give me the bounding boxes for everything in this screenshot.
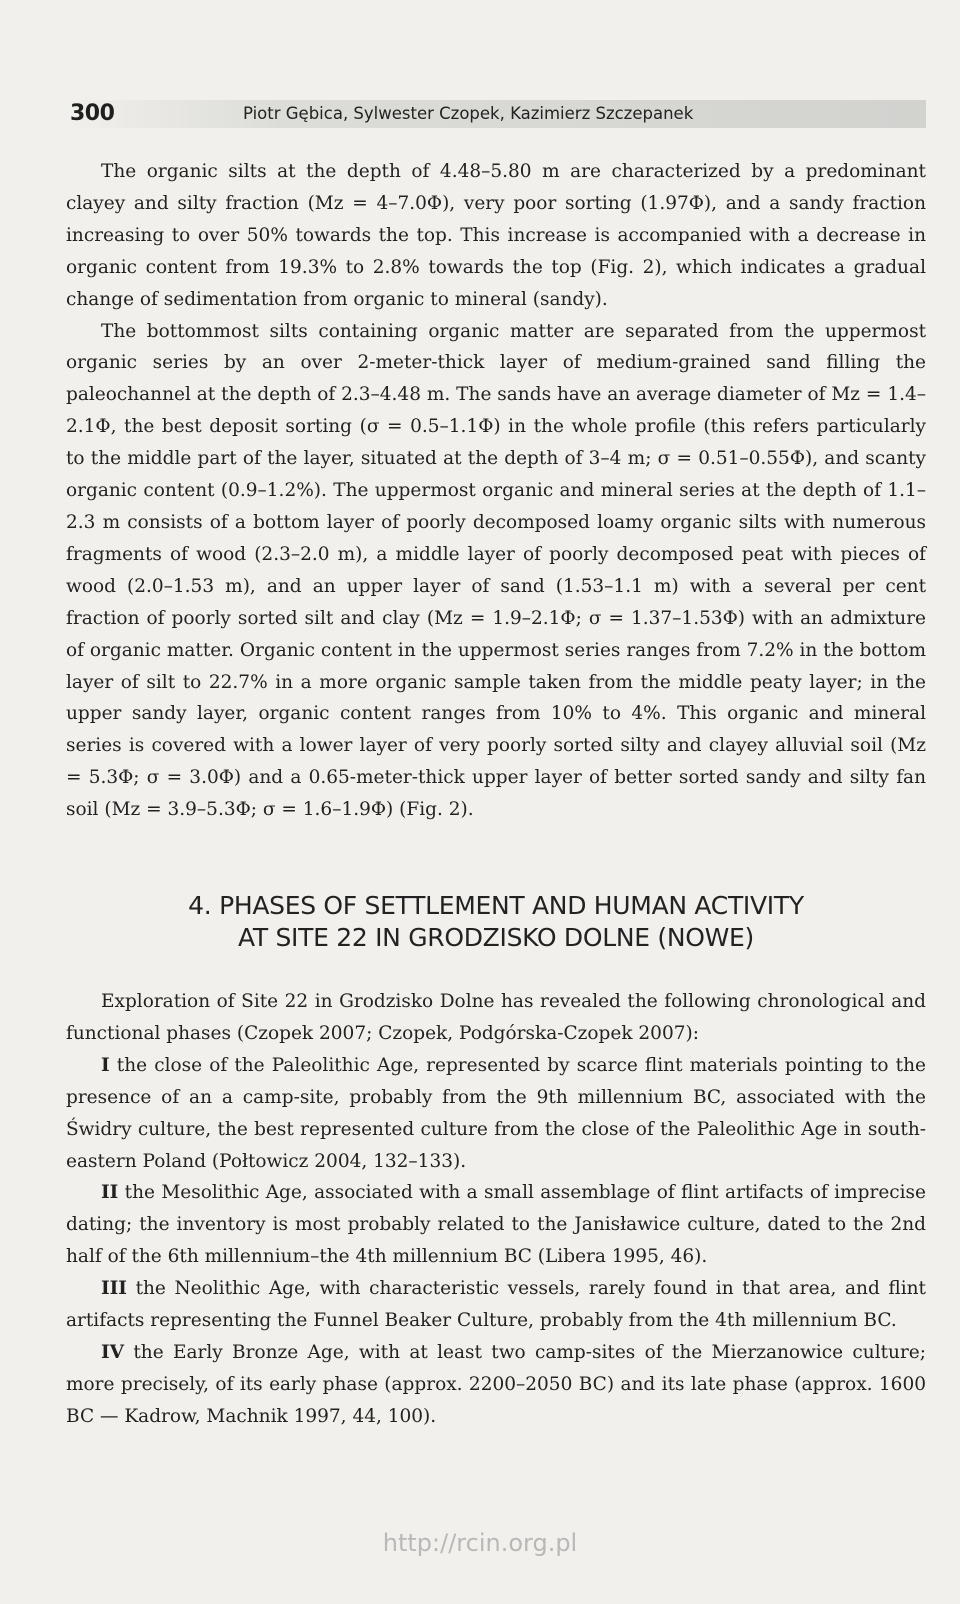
running-head (66, 100, 926, 128)
phase-numeral: I (101, 1054, 110, 1076)
section-heading-line: AT SITE 22 IN GRODZISKO DOLNE (NOWE) (237, 923, 754, 952)
page-number: 300 (70, 101, 115, 126)
phase-numeral: IV (101, 1341, 125, 1363)
paragraph: The organic silts at the depth of 4.48–5.80 m are characterized by a predominant clayey and silty fraction (Mz = 4–7.0Φ), very poor sorting (1.97Φ), and a sandy fraction increasing to over 50% towards the top. This increase is accompanied with a decrease in organic content from 19.3% to 2.8% towards the top (Fig. 2), which indicates a gradual change of sedimentation from organic to mineral (sandy). (66, 161, 926, 310)
section-heading-line: 4. PHASES OF SETTLEMENT AND HUMAN ACTIVITY (188, 891, 804, 920)
phase-text: the close of the Paleolithic Age, represented by scarce flint materials pointing to the presence of an a camp-site, probably from the 9th millennium BC, associated with the Świdry culture, the best represented culture from the close of the Paleolithic Age in south-eastern Poland (Połtowicz 2004, 132–133). (66, 1054, 926, 1172)
paragraph: The bottommost silts containing organic matter are separated from the uppermost organic series by an over 2-meter-thick layer of medium-grained sand filling the paleochannel at the depth of 2.3–4.48 m. The sands have an average diameter of Mz = 1.4–2.1Φ, the best deposit sorting (σ = 0.5–1.1Φ) in the whole profile (this refers particularly to the middle part of the layer, situated at the depth of 3–4 m; σ = 0.51–0.55Φ), and scanty organic content (0.9–1.2%). The uppermost organic and mineral series at the depth of 1.1–2.3 m consists of a bottom layer of poorly decomposed loamy organic silts with numerous fragments of wood (2.3–2.0 m), a middle layer of poorly decomposed peat with pieces of wood (2.0–1.53 m), and an upper layer of sand (1.53–1.1 m) with a several per cent fraction of poorly sorted silt and clay (Mz = 1.9–2.1Φ; σ = 1.37–1.53Φ) with an admixture of organic matter. Organic content in the uppermost series ranges from 7.2% in the bottom layer of silt to 22.7% in a more organic sample taken from the middle peaty layer; in the upper sandy layer, organic content ranges from 10% to 4%. This organic and mineral series is covered with a lower layer of very poorly sorted silty and clayey alluvial soil (Mz = 5.3Φ; σ = 3.0Φ) and a 0.65-meter-thick upper layer of better sorted sandy and silty fan soil (Mz = 3.9–5.3Φ; σ = 1.6–1.9Φ) (Fig. 2). (66, 320, 926, 821)
phase-numeral: II (101, 1182, 119, 1204)
phase-numeral: III (101, 1278, 127, 1300)
phase-item (66, 1050, 926, 1178)
watermark-url[interactable]: http://rcin.org.pl (382, 1529, 578, 1557)
phase-text: the Early Bronze Age, with at least two camp-sites of the Mierzanowice culture; more precisely, of its early phase (approx. 2200–2050 BC) and its late phase (approx. 1600 BC — Kadrow, Machnik 1997, 44, 100). (66, 1341, 926, 1427)
running-head-authors: Piotr Gębica, Sylwester Czopek, Kazimierz Szczepanek (243, 104, 694, 123)
body-text-top (66, 156, 926, 826)
phase-text: the Neolithic Age, with characteristic vessels, rarely found in that area, and flint artifacts representing the Funnel Beaker Culture, probably from the 4th millennium BC. (66, 1278, 926, 1332)
phase-item (66, 1273, 926, 1337)
phase-item (66, 1177, 926, 1273)
section-heading (66, 890, 926, 954)
phase-text: the Mesolithic Age, associated with a small assemblage of flint artifacts of imprecise dating; the inventory is most probably related to the Janisławice culture, dated to the 2nd half of the 6th millennium–the 4th millennium BC (Libera 1995, 46). (66, 1182, 926, 1268)
body-text-bottom (66, 986, 926, 1433)
paragraph: Exploration of Site 22 in Grodzisko Dolne has revealed the following chronological and functional phases (Czopek 2007; Czopek, Podgórska-Czopek 2007): (66, 991, 926, 1044)
phase-item (66, 1337, 926, 1433)
